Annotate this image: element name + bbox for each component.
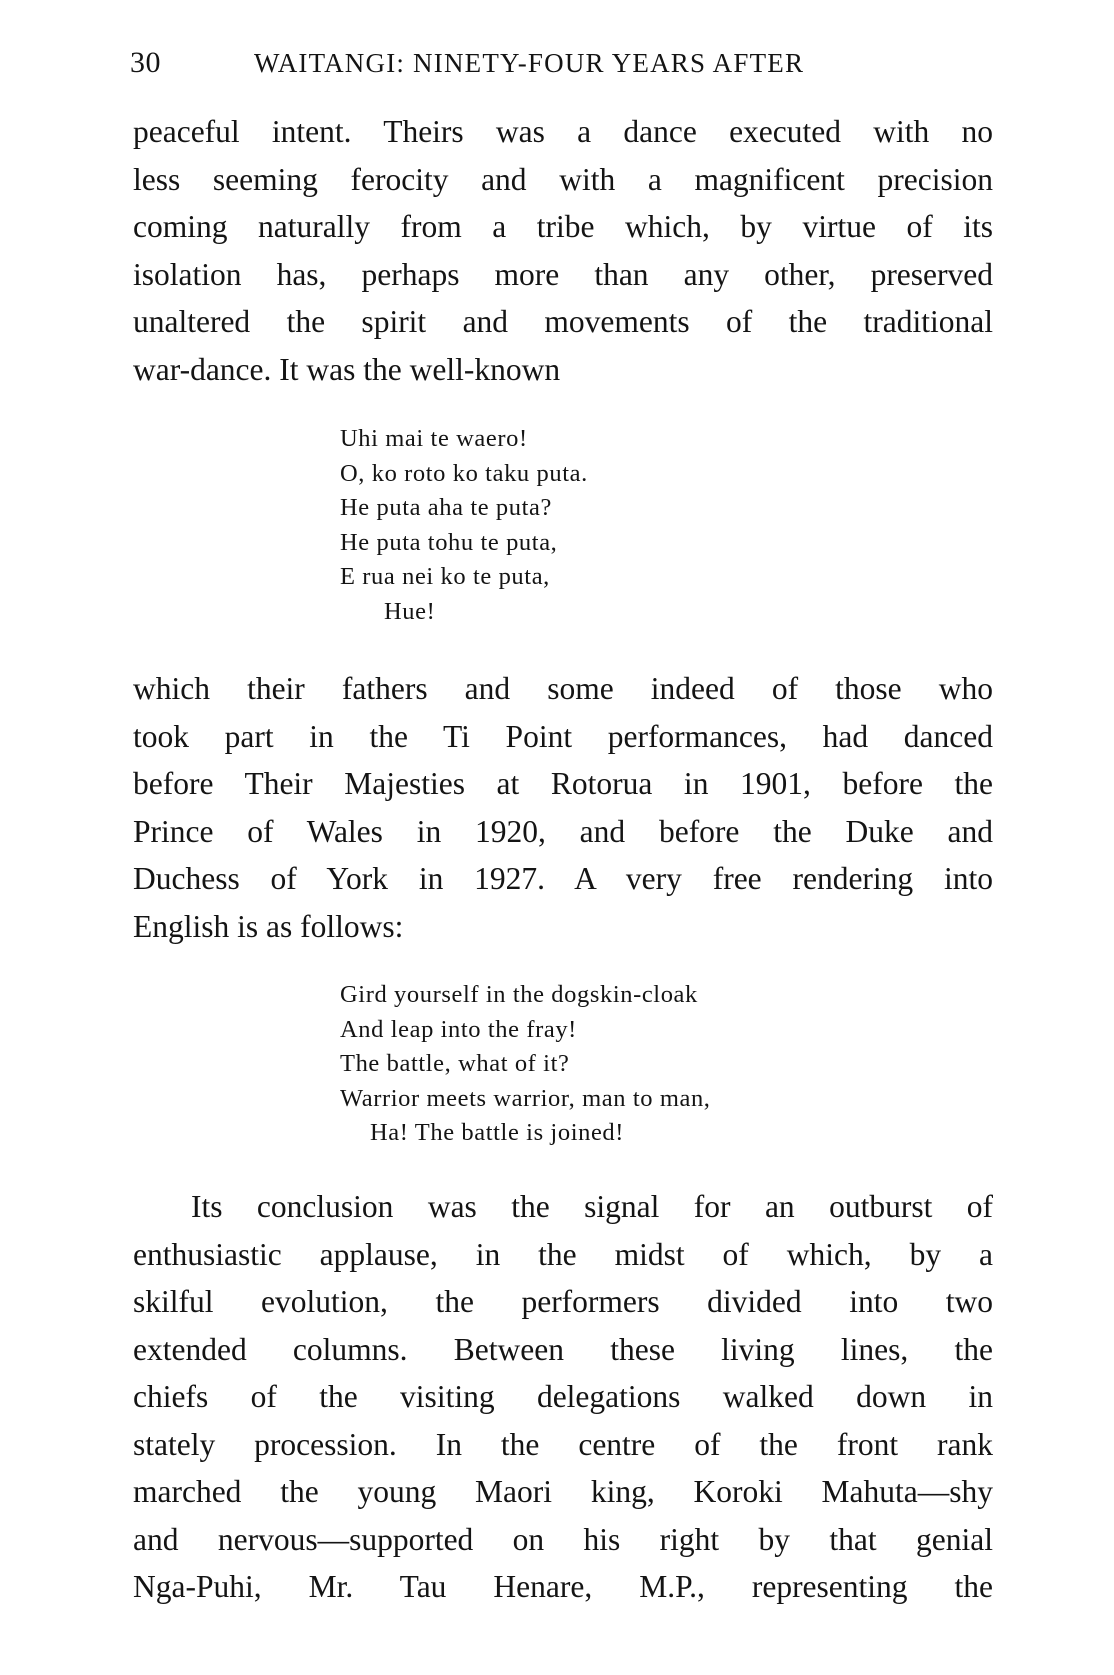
paragraph-2	[133, 665, 993, 950]
maori-verse	[340, 422, 588, 629]
text-line: Prince of Wales in 1920, and before the Duke and	[133, 813, 993, 849]
text-line: less seeming ferocity and with a magnificent precision	[133, 161, 993, 197]
text-line: war-dance. It was the well-known	[133, 351, 561, 387]
text-line: unaltered the spirit and movements of the traditional	[133, 304, 993, 339]
text-line: extended columns. Between these living lines, the	[133, 1331, 993, 1367]
text-line: skilful evolution, the performers divided into two	[133, 1284, 993, 1319]
verse-line: The battle, what of it?	[340, 1050, 570, 1077]
verse-line: He puta aha te puta?	[340, 494, 552, 521]
text-line: peaceful intent. Theirs was a dance executed with no	[133, 114, 993, 149]
verse-line: Gird yourself in the dogskin-cloak	[340, 981, 698, 1008]
text-line: chiefs of the visiting delegations walked down in	[133, 1379, 993, 1414]
text-line: enthusiastic applause, in the midst of which, by a	[133, 1236, 993, 1272]
text-line: Nga-Puhi, Mr. Tau Henare, M.P., representing the	[133, 1569, 993, 1604]
text-line: before Their Majesties at Rotorua in 1901, before the	[133, 766, 993, 801]
text-line: which their fathers and some indeed of those who	[133, 671, 993, 706]
text-line: and nervous—supported on his right by that genial	[133, 1521, 993, 1557]
text-line: coming naturally from a tribe which, by virtue of its	[133, 209, 993, 244]
english-verse	[340, 978, 711, 1151]
text-line: English is as follows:	[133, 908, 404, 944]
verse-line: He puta tohu te puta,	[340, 528, 558, 556]
verse-line: Warrior meets warrior, man to man,	[340, 1084, 711, 1112]
verse-line: Ha! The battle is joined!	[370, 1119, 625, 1146]
text-line: Duchess of York in 1927. A very free rendering into	[133, 861, 993, 896]
paragraph-1	[133, 108, 993, 393]
running-head	[130, 46, 890, 86]
verse-line: Uhi mai te waero!	[340, 425, 528, 452]
page-number: 30	[130, 46, 161, 79]
verse-line: Hue!	[384, 597, 436, 625]
text-line: isolation has, perhaps more than any other, preserved	[133, 256, 993, 292]
running-title: WAITANGI: NINETY-FOUR YEARS AFTER	[254, 48, 805, 78]
verse-line: O, ko roto ko taku puta.	[340, 459, 588, 487]
text-line: took part in the Ti Point performances, had danced	[133, 718, 993, 754]
paragraph-3	[133, 1183, 993, 1611]
text-line: marched the young Maori king, Koroki Mahuta—shy	[133, 1474, 993, 1509]
text-line: stately procession. In the centre of the front rank	[133, 1426, 993, 1462]
text-line: Its conclusion was the signal for an outburst of	[191, 1189, 993, 1224]
verse-line: E rua nei ko te puta,	[340, 563, 550, 590]
verse-line: And leap into the fray!	[340, 1015, 577, 1043]
